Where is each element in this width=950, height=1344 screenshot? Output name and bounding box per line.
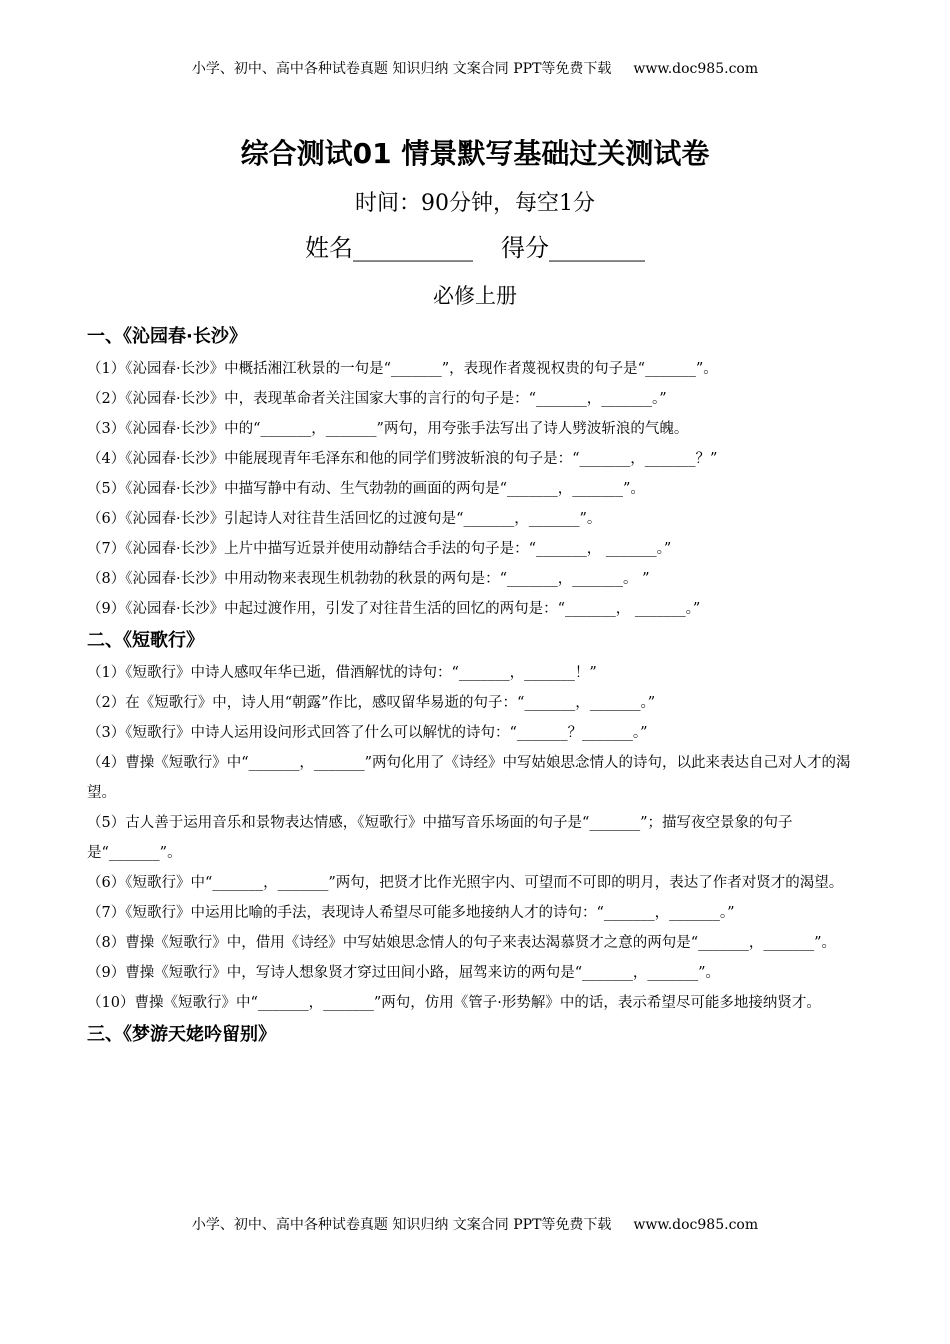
- question-item: （3）《沁园春·长沙》中的“_______，_______”两句，用夸张手法写出了诗人劈波斩浪的气魄。: [87, 421, 689, 437]
- question-item: （9）曹操《短歌行》中，写诗人想象贤才穿过田间小路，屈驾来访的两句是“_______，_______”。: [87, 965, 721, 981]
- book-title: 必修上册: [433, 284, 517, 308]
- page-title: 综合测试01 情景默写基础过关测试卷: [240, 137, 710, 170]
- question-item: （4）曹操《短歌行》中“_______，_______”两句化用了《诗经》中写姑娘思念情人的诗句，以此来表达自己对人才的渴望。: [87, 755, 851, 801]
- question-item: （3）《短歌行》中诗人运用设问形式回答了什么可以解忧的诗句：“_______？_______。”: [87, 725, 648, 741]
- score-field: 得分________: [501, 234, 645, 262]
- footer-text: 小学、初中、高中各种试卷真题 知识归纳 文案合同 PPT等免费下载: [191, 1217, 612, 1233]
- section-heading: 二、《短歌行》: [87, 630, 204, 651]
- question-item: （2）在《短歌行》中，诗人用“朝露”作比，感叹留华易逝的句子：“_______，_______。”: [87, 695, 656, 711]
- question-item: （6）《沁园春·长沙》引起诗人对往昔生活回忆的过渡句是“_______，_______”。: [87, 511, 602, 527]
- question-item: （5）《沁园春·长沙》中描写静中有动、生气勃勃的画面的两句是“_______，_______”。: [87, 481, 645, 497]
- page-footer: [0, 1214, 950, 1234]
- question-item: （1）《沁园春·长沙》中概括湘江秋景的一句是“_______”，表现作者蔑视权贵的句子是“_______”。: [87, 361, 718, 377]
- name-field: 姓名__________: [305, 234, 473, 262]
- question-item: （5）古人善于运用音乐和景物表达情感，《短歌行》中描写音乐场面的句子是“_______”；描写夜空景象的句子是“_______”。: [87, 815, 793, 861]
- question-item: （8）《沁园春·长沙》中用动物来表现生机勃勃的秋景的两句是：“_______，_______。 ”: [87, 571, 650, 587]
- question-item: （9）《沁园春·长沙》中起过渡作用，引发了对往昔生活的回忆的两句是：“_______， _______。”: [87, 601, 701, 617]
- question-item: （7）《短歌行》中运用比喻的手法，表现诗人希望尽可能多地接纳人才的诗句：“_______，_______。”: [87, 905, 735, 921]
- header-site: www.doc985.com: [633, 61, 759, 77]
- question-item: （7）《沁园春·长沙》上片中描写近景并使用动静结合手法的句子是：“_______， _______。”: [87, 541, 672, 557]
- question-item: （10）曹操《短歌行》中“_______，_______”两句，仿用《管子·形势解》中的话，表示希望尽可能多地接纳贤才。: [87, 995, 821, 1011]
- page-header: [0, 58, 950, 78]
- question-item: （8）曹操《短歌行》中，借用《诗经》中写姑娘思念情人的句子来表达渴慕贤才之意的两句是“_______，_______”。: [87, 935, 837, 951]
- question-item: （2）《沁园春·长沙》中，表现革命者关注国家大事的言行的句子是：“_______，_______。”: [87, 391, 667, 407]
- section-heading: 三、《梦游天姥吟留别》: [87, 1024, 276, 1045]
- name-score-line: [0, 228, 950, 263]
- exam-time: 时间：90分钟，每空1分: [355, 191, 595, 216]
- question-item: （6）《短歌行》中“_______，_______”两句，把贤才比作光照宇内、可望而不可即的明月，表达了作者对贤才的渴望。: [87, 875, 844, 891]
- section-heading: 一、《沁园春·长沙》: [87, 326, 247, 347]
- question-content: [87, 320, 865, 1052]
- question-item: （4）《沁园春·长沙》中能展现青年毛泽东和他的同学们劈波斩浪的句子是：“_______，_______？”: [87, 451, 718, 467]
- question-item: （1）《短歌行》中诗人感叹年华已逝，借酒解忧的诗句：“_______，_______！”: [87, 665, 597, 681]
- header-text: 小学、初中、高中各种试卷真题 知识归纳 文案合同 PPT等免费下载: [191, 61, 612, 77]
- footer-site: www.doc985.com: [633, 1217, 759, 1233]
